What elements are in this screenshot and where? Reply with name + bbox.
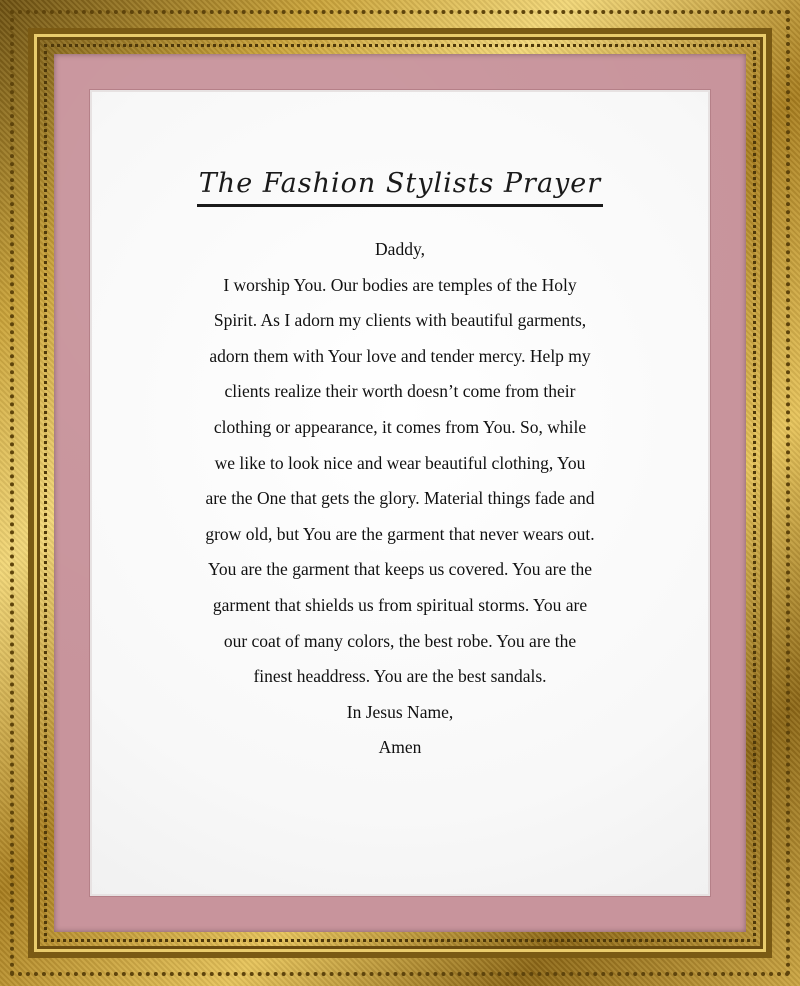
prayer-line: grow old, but You are the garment that never wears out. <box>205 523 595 544</box>
prayer-line: we like to look nice and wear beautiful clothing, You <box>214 452 586 473</box>
title-area <box>92 168 708 207</box>
prayer-line: our coat of many colors, the best robe. You are the <box>223 630 577 651</box>
prayer-paper <box>90 90 710 896</box>
prayer-title: The Fashion Stylists Prayer <box>197 168 603 207</box>
prayer-line: I worship You. Our bodies are temples of the Holy <box>223 274 577 295</box>
prayer-greeting: Daddy, <box>375 239 425 259</box>
prayer-closing: In Jesus Name, <box>346 701 454 722</box>
prayer-line: Spirit. As I adorn my clients with beautiful garments, <box>213 310 587 331</box>
prayer-line: You are the garment that keeps us covered. You are the <box>207 559 593 580</box>
prayer-line: adorn them with Your love and tender mercy. Help my <box>209 345 591 366</box>
prayer-line: clothing or appearance, it comes from You. So, while <box>213 416 587 437</box>
prayer-line: clients realize their worth doesn’t come from their <box>224 381 576 402</box>
prayer-amen: Amen <box>378 737 422 758</box>
prayer-line: garment that shields us from spiritual storms. You are <box>212 594 588 615</box>
prayer-line: are the One that gets the glory. Material things fade and <box>205 488 595 509</box>
prayer-body <box>122 232 678 766</box>
prayer-line: finest headdress. You are the best sandals. <box>253 666 547 687</box>
